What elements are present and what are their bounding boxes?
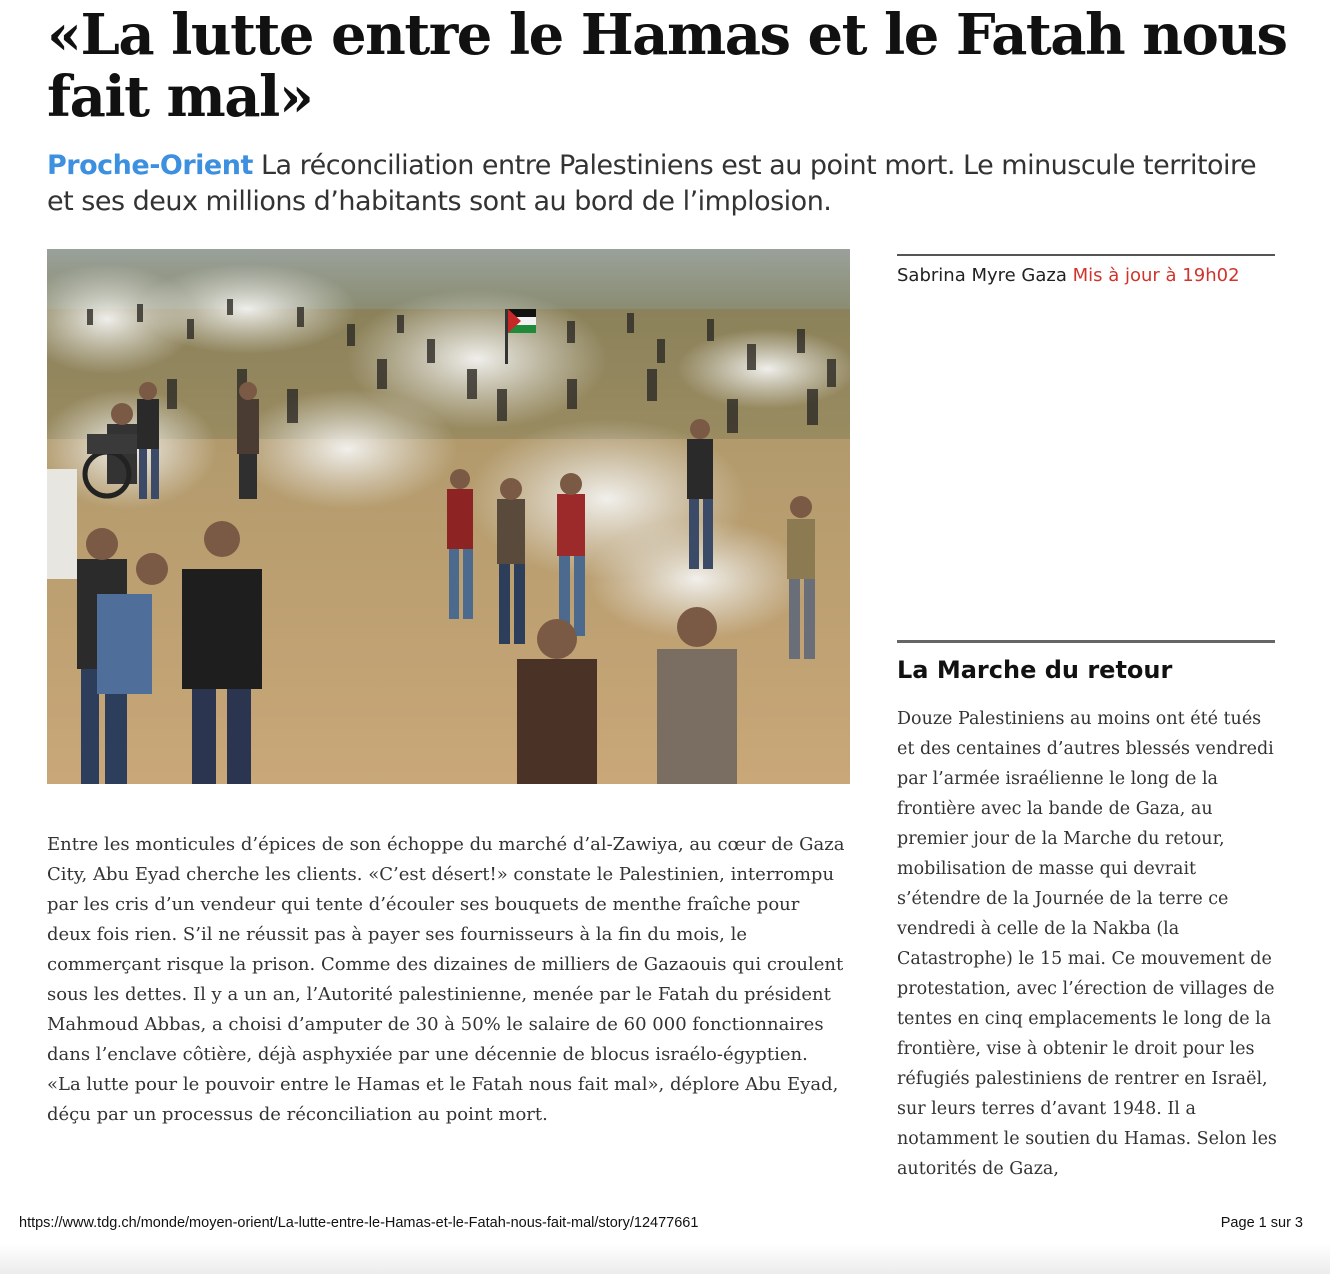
article-body: Entre les monticules d’épices de son échoppe du marché d’al-Zawiya, au cœur de Gaza City, Abu Eyad cherche les clients. «C’est désert!» constate le Palestinien, interrompu par les cris d’un vendeur qui tente d’écouler ses bouquets de menthe fraîche pour deux fois rien. S’il ne réussit pas à payer ses fournisseurs à la fin du mois, le commerçant risque la prison. Comme des dizaines de milliers de Gazaouis qui croulent sous les dettes. Il y a un an, l’Autorité palestinienne, menée par le Fatah du président Mahmoud Abbas, a choisi d’amputer de 30 à 50% le salaire de 60 000 fonctionnaires dans l’enclave côtière, déjà asphyxiée par une décennie de blocus israélo-égyptien. «La lutte pour le pouvoir entre le Hamas et le Fatah nous fait mal», déplore Abu Eyad, déçu par un processus de réconciliation au point mort. xyxy=(47,834,845,1125)
lede-text: La réconciliation entre Palestiniens est au point mort. Le minuscule territoire et ses deux millions d’habitants sont au bord de l’implosion. xyxy=(47,150,1257,217)
sidebar-box-title: La Marche du retour xyxy=(897,656,1173,684)
footer-page-number: Page 1 sur 3 xyxy=(1220,1215,1303,1231)
byline-divider xyxy=(897,254,1275,256)
sidebar-box-text: Douze Palestiniens au moins ont été tués et des centaines d’autres blessés vendredi par l’armée israélienne le long de la frontière avec la bande de Gaza, au premier jour de la Marche du retour, mobilisation de masse qui devrait s’étendre de la Journée de la terre ce vendredi à celle de la Nakba (la Catastrophe) le 15 mai. Ce mouvement de protestation, avec l’érection de villages de tentes en cinq emplacements le long de la frontière, vise à obtenir le droit pour les réfugiés palestiniens de rentrer en Israël, sur leurs terres d’avant 1948. Il a notamment le soutien du Hamas. Selon les autorités de Gaza, xyxy=(897,709,1277,1179)
article-photo xyxy=(47,249,850,784)
page-bottom-edge xyxy=(0,1244,1330,1274)
article-headline: «La lutte entre le Hamas et le Fatah nous fait mal» xyxy=(47,2,1287,130)
sidebar-box-divider xyxy=(897,640,1275,643)
update-time: Mis à jour à 19h02 xyxy=(1072,265,1240,286)
byline xyxy=(897,262,1297,290)
rubric-link[interactable]: Proche-Orient xyxy=(47,150,253,181)
author-name: Sabrina Myre Gaza xyxy=(897,265,1067,286)
footer-url: https://www.tdg.ch/monde/moyen-orient/La-lutte-entre-le-Hamas-et-le-Fatah-nous-fait-mal/story/12477661 xyxy=(19,1215,699,1231)
article-lede xyxy=(47,148,1287,220)
